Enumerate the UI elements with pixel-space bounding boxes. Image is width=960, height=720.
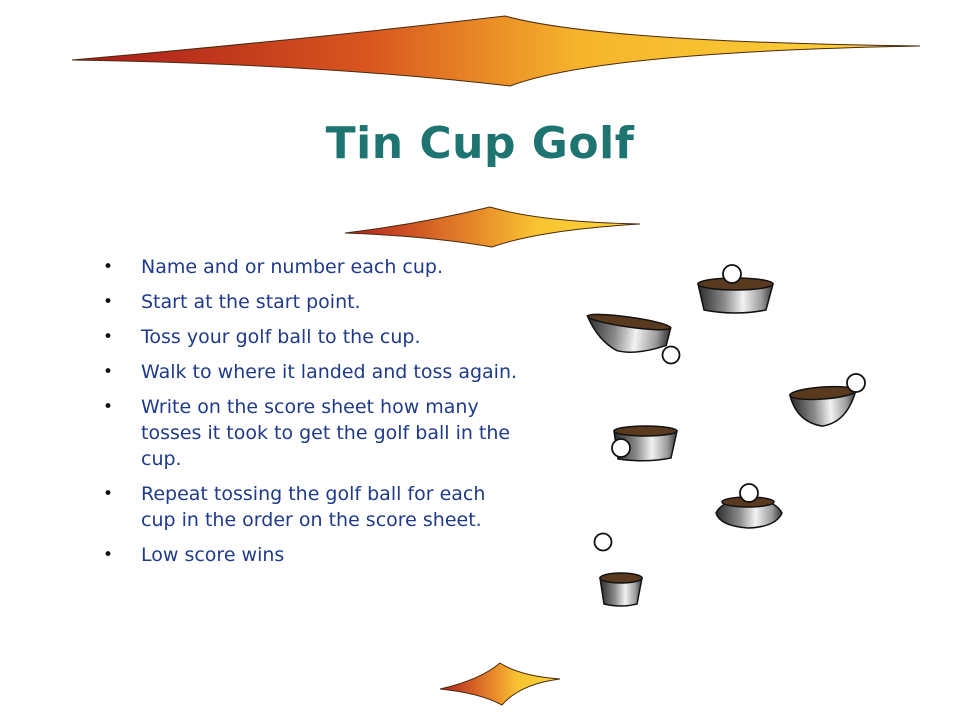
bullet-icon: •	[103, 484, 114, 504]
golf-ball-icon	[595, 534, 612, 551]
list-item: • Repeat tossing the golf ball for each cup in the order on the score sheet.	[103, 483, 486, 531]
golf-ball-icon	[612, 439, 630, 457]
list-item: • Write on the score sheet how many tosses it took to get the golf ball in the cup.	[103, 396, 511, 470]
cup-icon	[583, 311, 671, 358]
list-item: • Toss your golf ball to the cup.	[103, 326, 421, 348]
bullet-icon: •	[103, 292, 114, 312]
slide-title: Tin Cup Golf	[325, 118, 635, 169]
golf-ball-icon	[723, 265, 741, 283]
bullet-icon: •	[103, 327, 114, 347]
cup-icon	[790, 385, 859, 429]
bullet-icon: •	[103, 397, 114, 417]
golf-ball-icon	[847, 374, 865, 392]
bullet-icon: •	[103, 362, 114, 382]
bullet-icon: •	[103, 545, 114, 565]
bullet-icon: •	[103, 257, 114, 277]
golf-ball-icon	[663, 347, 680, 364]
list-item: • Low score wins	[103, 544, 285, 566]
list-item: • Walk to where it landed and toss again.	[103, 361, 518, 383]
list-item: • Name and or number each cup.	[103, 256, 443, 278]
list-item: • Start at the start point.	[103, 291, 361, 313]
golf-ball-icon	[740, 484, 758, 502]
cup-icon	[600, 573, 642, 606]
